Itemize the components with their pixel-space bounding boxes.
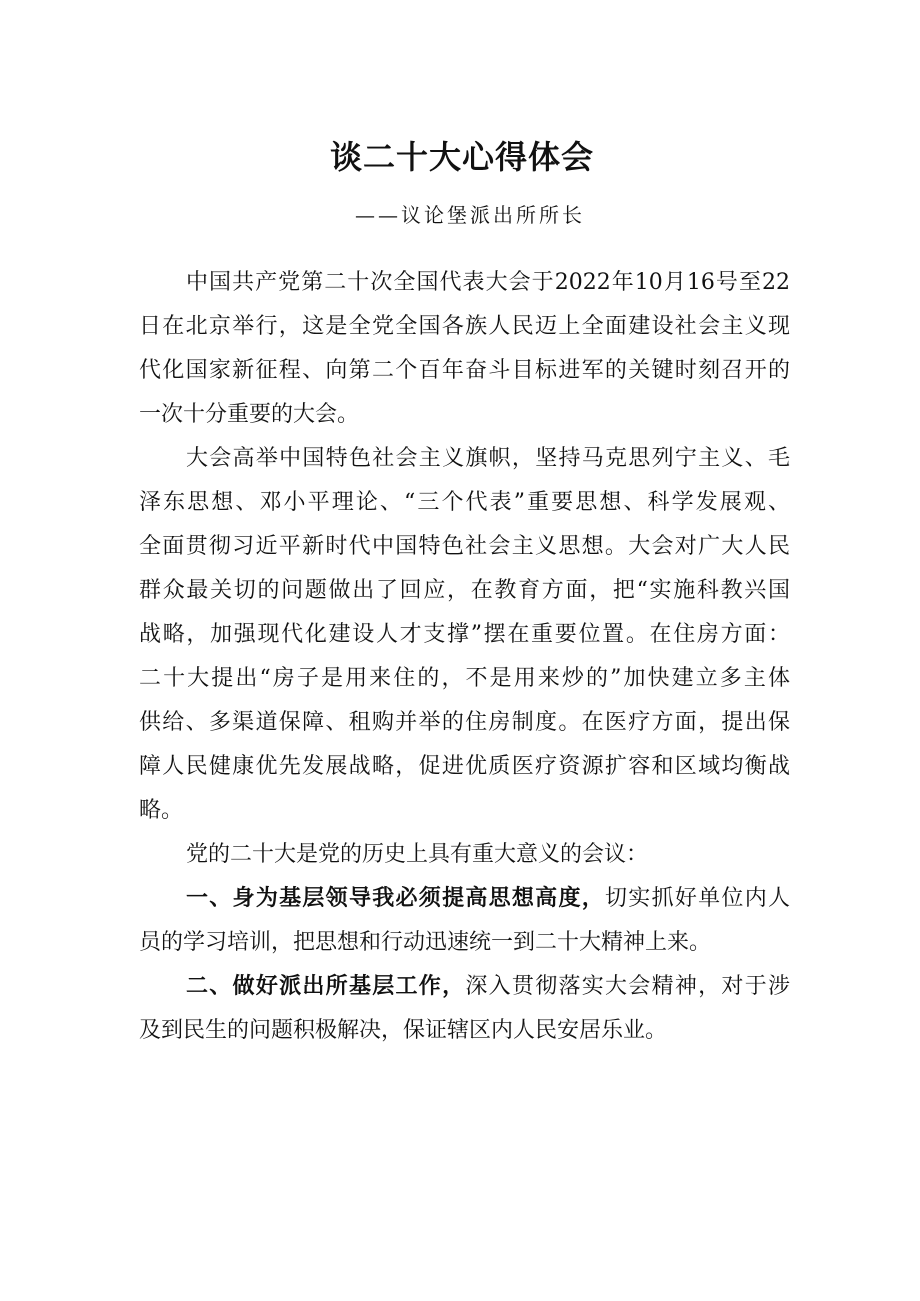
text-line xyxy=(139,706,790,750)
line-text: 日在北京举行，这是全党全国各族人民迈上全面建设社会主义现 xyxy=(139,314,790,339)
bold-heading: 一、身为基层领导我必须提高思想高度， xyxy=(186,886,606,911)
line-text: 切实抓好单位内人 xyxy=(605,886,790,911)
text-line xyxy=(139,354,790,398)
paragraph xyxy=(139,838,790,882)
line-text: 供给、多渠道保障、租购并举的住房制度。在医疗方面，提出保 xyxy=(139,710,790,735)
document-title: 谈二十大心得体会 xyxy=(329,138,594,176)
line-text: 二十大提出“房子是用来住的，不是用来炒的”加快建立多主体 xyxy=(139,666,790,691)
line-text: 障人民健康优先发展战略，促进优质医疗资源扩容和区域均衡战 xyxy=(139,754,790,779)
line-text: 大会高举中国特色社会主义旗帜，坚持马克思列宁主义、毛 xyxy=(186,446,790,471)
bold-heading: 二、做好派出所基层工作， xyxy=(186,974,466,999)
paragraph xyxy=(139,442,790,838)
text-line xyxy=(139,882,790,926)
text-line xyxy=(139,574,790,618)
text-line xyxy=(139,442,790,486)
text-line xyxy=(139,926,790,970)
paragraph xyxy=(139,266,790,442)
line-text: 一次十分重要的大会。 xyxy=(139,402,360,427)
line-text: 略。 xyxy=(139,798,184,823)
line-text: 党的二十大是党的历史上具有重大意义的会议： xyxy=(186,842,649,867)
text-line xyxy=(139,486,790,530)
text-line xyxy=(139,398,790,442)
line-text: 全面贯彻习近平新时代中国特色社会主义思想。大会对广大人民 xyxy=(139,534,790,559)
text-line xyxy=(139,750,790,794)
text-line xyxy=(139,310,790,354)
paragraph xyxy=(139,882,790,970)
paragraph xyxy=(139,970,790,1058)
text-line xyxy=(139,530,790,574)
text-line xyxy=(139,662,790,706)
document-body xyxy=(139,266,790,1058)
line-text: 泽东思想、邓小平理论、“三个代表”重要思想、科学发展观、 xyxy=(139,490,790,515)
text-line xyxy=(139,794,790,838)
text-line xyxy=(139,970,790,1014)
line-text: 员的学习培训，把思想和行动迅速统一到二十大精神上来。 xyxy=(139,930,712,955)
text-line xyxy=(139,1014,790,1058)
line-text: 中国共产党第二十次全国代表大会于2022年10月16号至22 xyxy=(186,270,790,295)
text-line xyxy=(139,838,790,882)
text-line xyxy=(139,266,790,310)
document-subtitle: ——议论堡派出所所长 xyxy=(355,203,585,227)
line-text: 群众最关切的问题做出了回应，在教育方面，把“实施科教兴国 xyxy=(139,578,790,603)
text-line xyxy=(139,618,790,662)
line-text: 代化国家新征程、向第二个百年奋斗目标进军的关键时刻召开的 xyxy=(139,358,790,383)
line-text: 深入贯彻落实大会精神，对于涉 xyxy=(465,974,790,999)
line-text: 战略，加强现代化建设人才支撑”摆在重要位置。在住房方面： xyxy=(139,622,790,647)
line-text: 及到民生的问题积极解决，保证辖区内人民安居乐业。 xyxy=(139,1018,668,1043)
